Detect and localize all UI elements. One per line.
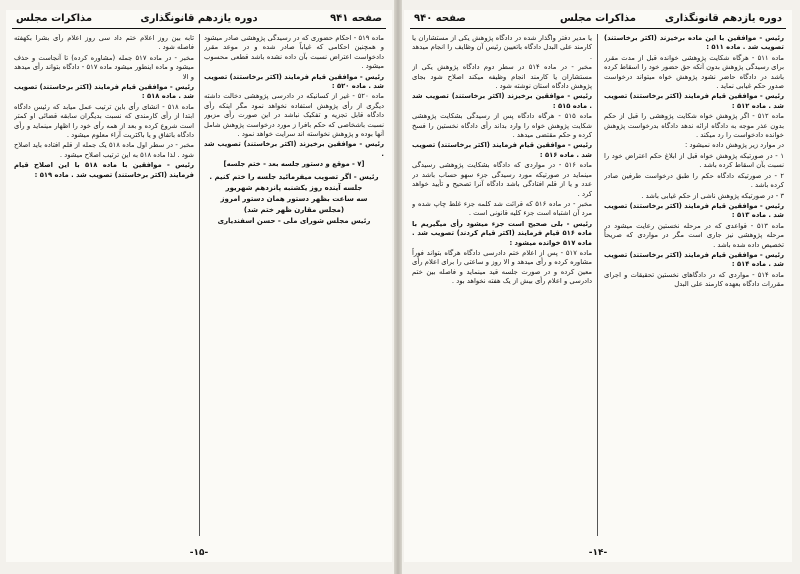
right-column-left [412, 34, 592, 536]
paragraph: ماده ۵۲۰ - غیر از کسانیکه در دادرسی پژوهشی دخالت داشته دیگری از رأی پژوهش استفاده نخواهد نمود مگر اینکه رأی دادگاه قابل تجزیه و تفکیک نباشد در این صورت رأی مزبور نسبت باشخاصی که حکم بافرا ز مورد درخواست پژوهش شامل آنها بوده و پژوهش نخواسته اند سرایت خواهد نمود . [204, 92, 384, 139]
book-gutter [394, 0, 402, 574]
column-divider [597, 34, 598, 536]
column-divider [199, 34, 200, 536]
paragraph: در موارد زیر پژوهش داده نمیشود : [685, 141, 784, 150]
paragraph: ماده ۵۱۲ - اگر پژوهش خواه شکایت پژوهشی را قبل از حکم بدون عذر موجه به دادگاه ارائه ندهد دادگاه بدرخواست پژوهش خوانده دادخواست را رد میکند . [604, 112, 784, 140]
paragraph: ۳ - در صورتیکه پژوهش ناشی از حکم غیابی باشد . [641, 191, 784, 200]
closing-line: رئیس - اگر تصویب میفرمائید جلسه را ختم کنیم . [209, 172, 379, 181]
paragraph: رئیس - موافقین قیام فرمایند (اکثر برخاستند) تصویب شد . ماده ۵۱۳ : [604, 201, 784, 220]
left-column-left [14, 34, 194, 536]
right-page [404, 10, 792, 562]
left-header-journal: مذاکرات مجلس [16, 13, 93, 24]
paragraph: مخبر - در ماده ۵۱۷ جمله (مشاوره کرده) تا آنجاست و حذف میشود و ماده اینطور میشود ماده ۵۱۷ - دادگاه بتواند رأی میدهد و الا [14, 53, 194, 81]
paragraph: رئیس - موافقین قیام فرمایند (اکثر برخاستند) تصویب شد . ماده ۵۱۸ : [14, 83, 194, 101]
paragraph: ماده ۵۱۸ - انشای رأی باین ترتیب عمل میابد که رئیس دادگاه ابتدا از رأی کارمندی که نسبت بدیگران سابقه قضائی او کمتر است شروع کرده و بعد از همه رأی خود را اظهار مینماید و رأی دادگاه باتفاق و یا باکثریت آراء معلوم میشود . [14, 102, 194, 140]
closing-signature: رئیس مجلس شورای ملی - حسن اسفندیاری [217, 216, 371, 225]
paragraph: ماده ۵۱۷ - پس از اعلام ختم دادرسی دادگاه هرگاه بتواند فوراً مشاوره کرده و رأی میدهد و الا روز و ساعتی را برای اعلام رأی معین کرده و در صورت جلسه قید مینماید و فاصله بین ختم دادرسی و اعلام رأی بیش از یک هفته نخواهد بود . [412, 248, 592, 286]
paragraph: ماده ۵۱۶ - در مواردی که دادگاه بشکایت پژوهشی رسیدگی مینماید در صورتیکه مورد رسیدگی جزء سهو حساب باشد در عدد و یا از قلم افتادگی باشد دادگاه آنرا تصحیح و تأیید خواهد کرد . [412, 161, 592, 198]
paragraph: مخبر - در ماده ۵۱۶ که قرائت شد کلمه جزء غلط چاپ شده و مرد آن اشتباه است جزء کلیه قانونی است . [412, 199, 592, 218]
closing-block [204, 172, 384, 226]
paragraph: ماده ۵۱۵ - هرگاه دادگاه پس از رسیدگی بشکایت پژوهشی شکایت پژوهش خواه را وارد بداند رأی دادگاه نخستین را فسخ کرده و حکم مقتضی میدهد . [412, 112, 592, 140]
paragraph: رئیس - موافقین قیام فرمایند (اکثر برخاستند) تصویب شد . ماده ۵۱۲ : [604, 92, 784, 110]
paragraph: رئیس - موافقین قیام فرمایند (اکثر برخاستند) تصویب شد . ماده ۵۱۶ : [412, 141, 592, 159]
paragraph: ۲ - در صورتیکه دادگاه حکم را طبق درخواست طرفین صادر کرده باشد . [604, 171, 784, 190]
left-page-header [12, 12, 386, 29]
closing-line: سه ساعت بظهر دستور همان دستور امروز [220, 194, 368, 203]
paragraph: رئیس - موافقین با این ماده برخیزند (اکثر برخاستند) تصویب شد . ماده ۵۱۱ : [604, 34, 784, 52]
paragraph: ماده ۵۱۹ - احکام حضوری که در رسیدگی پژوهشی صادر میشود و همچنین احکامی که غیاباً صادر شده و در موعد مقرر دادخواست اعتراض نسبت بآن داده نشده باشد قطعی محسوب میشود . [204, 34, 384, 71]
right-page-header [410, 12, 786, 29]
paragraph: ثابه بین روز اعلام ختم داد سی روز اعلام رأی بشرا بکهفته فاصله شود . [14, 34, 194, 52]
right-columns [412, 34, 784, 536]
closing-line: جلسه آینده روز یکشنبه پانزدهم شهریور [225, 183, 363, 192]
section-heading: [۷ - موقع و دستور جلسه بعد - ختم جلسه] [223, 160, 365, 169]
paragraph: ماده ۵۱۱ - هرگاه شکایت پژوهشی خوانده قبل از مدت مقرر برای رسیدگی پژوهش بدون آنکه حق حضور خود را اسقاط کرده باشد در دادگاه حاضر نشود پژوهش خواه میتواند درخواست صدور حکم غیابی نماید . [604, 53, 784, 91]
paragraph: رئیس - موافقین برخیزند (اکثر برخاستند) تصویب شد . [204, 140, 384, 158]
paragraph: رئیس - موافقین قیام فرمایند (اکثر برخاستند) تصویب شد . ماده ۵۲۰ : [204, 72, 384, 91]
paragraph: ماده ۵۱۳ - قواعدی که در مرحله نخستین رعایت میشود در مرحله پژوهشی نیز جاری است مگر در مواردی که صریحاً تخصیص داده شده باشد . [604, 221, 784, 249]
right-header-page-label: صفحه ۹۴۰ [414, 13, 466, 24]
paragraph: مخبر - در ماده ۵۱۴ در سطر دوم دادگاه پژوهش یکی از مستشاران یا کارمند انجام وظیفه میکند اصلاح شود بجای پژوهش دادگاه استان نوشته شود . [412, 63, 592, 91]
right-header-title: دوره یازدهم قانونگذاری [664, 13, 782, 24]
left-page-number: -۱۵- [189, 548, 209, 558]
right-column-right [604, 34, 784, 536]
paragraph: رئیس - موافقین قیام فرمایند (اکثر برخاستند) تصویب شد . ماده ۵۱۴ : [604, 250, 784, 269]
paragraph: رئیس - موافقین برخیزند (اکثر برخاستند) تصویب شد . ماده ۵۱۵ : [412, 92, 592, 110]
right-page-number: -۱۴- [588, 548, 608, 558]
left-header-title: دوره یازدهم قانونگذاری [140, 13, 258, 24]
closing-line: (مجلس مقارن ظهر ختم شد) [243, 205, 345, 214]
left-page [6, 10, 392, 562]
left-column-right [204, 34, 384, 536]
paragraph: یا مدیر دفتر واگذار شده در دادگاه پژوهش یکی از مستشاران یا کارمند علی البدل دادگاه باتعیین رئیس آن وظایف را انجام میدهد . [412, 34, 592, 61]
paragraph: ماده ۵۱۴ - مواردی که در دادگاهای نخستین تحقیقات و اجرای مقررات دادگاه بعهده کارمند علی البدل [604, 270, 784, 289]
paragraph: رئیس - موافقین با ماده ۵۱۸ با این اصلاح قیام فرمایند (اکثر برخاستند) تصویب شد . ماده ۵۱۹ : [14, 161, 194, 179]
paragraph: مخبر - در سطر اول ماده ۵۱۸ یک جمله از قلم افتاده باید اصلاح شود . لذا ماده ۵۱۸ به این ترتیب اصلاح میشود . [14, 141, 194, 159]
left-header-page-label: صفحه ۹۴۱ [330, 13, 382, 24]
left-columns [14, 34, 384, 536]
paragraph: رئیس - بلی صحیح است جزء میشود رأی میگیریم با ماده ۵۱۶ قیام فرمایند (اکثر قیام کردند) تصویب شد . ماده ۵۱۷ خوانده میشود : [412, 219, 592, 247]
right-header-journal: مذاکرات مجلس [559, 13, 637, 24]
paragraph: ۱ - در صورتیکه پژوهش خواه قبل از ابلاغ حکم اعتراض خود را نسبت بآن اسقاط کرده باشد . [604, 151, 784, 170]
